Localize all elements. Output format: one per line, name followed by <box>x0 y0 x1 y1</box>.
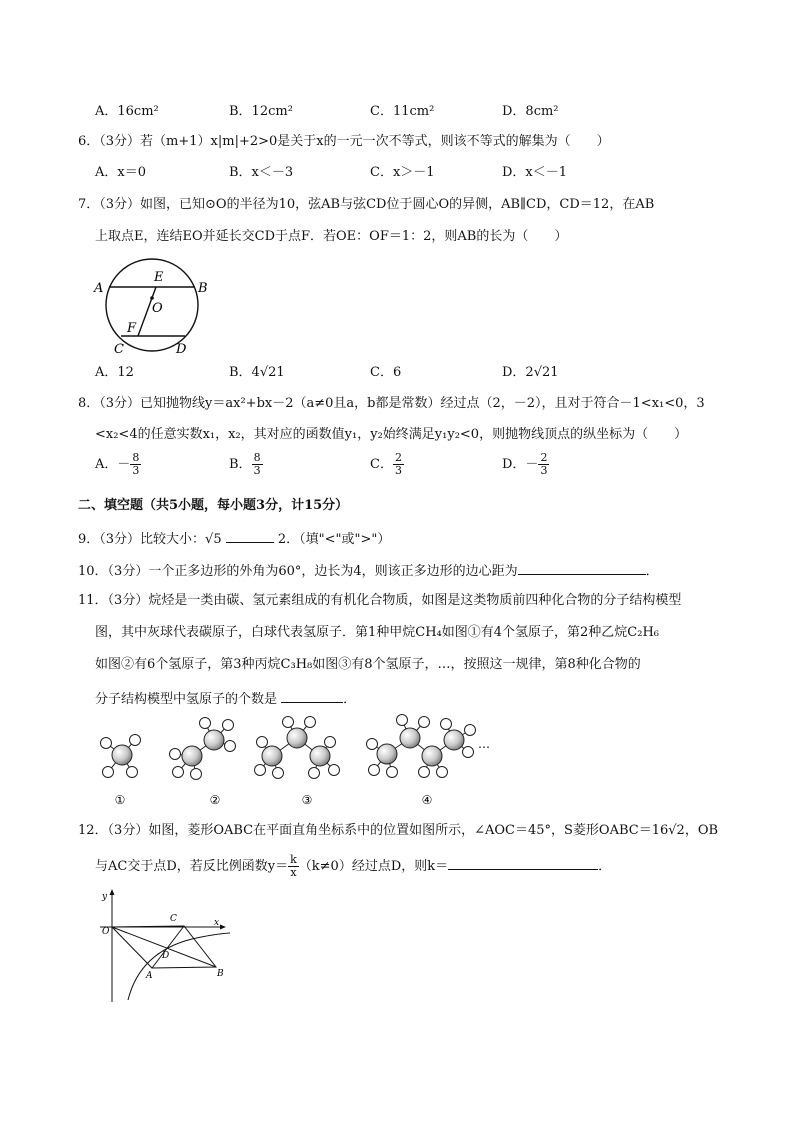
q6-option-b: B．x＜－3 <box>229 165 294 180</box>
q11-ellipsis: … <box>478 737 490 751</box>
q12-label-d: D <box>162 951 170 961</box>
q5-option-b: B．12cm² <box>229 104 293 119</box>
q10-answer-blank[interactable] <box>518 560 646 575</box>
q8-line-2: <x₂<4的任意实数x₁，x₂，其对应的函数值y₁，y₂始终满足y₁y₂<0，则抛物线顶点的纵坐标为（ ） <box>95 427 688 442</box>
q12-axis-x-label: x <box>214 918 220 928</box>
q11-line-3: 如图②有6个氢原子，第3种丙烷C₃H₈如图③有8个氢原子，…，按照这一规律，第8种化合物的 <box>95 657 641 672</box>
q6-option-a: A．x＝0 <box>95 165 146 180</box>
q7-option-a: A．12 <box>95 365 134 380</box>
q7-line-1: 7．（3分）如图，已知⊙O的半径为10，弦AB与弦CD位于圆心O的异侧，AB∥CD，CD＝12，在AB <box>78 197 655 212</box>
q11-answer-blank[interactable] <box>281 688 343 703</box>
molecule-3 <box>255 717 340 779</box>
q8-option-c: C． $\frac{2}{3}$ <box>370 451 402 477</box>
q11-line-4: 分子结构模型中氢原子的个数是 ． <box>95 688 356 709</box>
q7-label-a: A <box>94 281 104 296</box>
q12-label-a: A <box>146 971 153 981</box>
q11-caption-2: ② <box>209 793 221 807</box>
q12-line-2: 与AC交于点D，若反比例函数y＝ $\frac{k}{x}$ （k≠0）经过点D，则k＝ ． <box>95 853 612 879</box>
q6-option-c: C．x＞－1 <box>370 165 435 180</box>
q9-stem: 9．（3分）比较大小：√5 2．（填"<"或">"） <box>78 528 390 549</box>
q7-option-d: D．2√21 <box>502 365 559 380</box>
q5-option-c: C．11cm² <box>370 104 435 119</box>
q11-caption-4: ④ <box>421 793 433 807</box>
q12-label-c: C <box>170 914 177 924</box>
q11-caption-1: ① <box>114 793 126 807</box>
q8-option-d: D．－ $\frac{2}{3}$ <box>502 451 548 477</box>
q12-rhombus-figure <box>96 886 246 1006</box>
q11-caption-3: ③ <box>301 793 313 807</box>
q12-label-o: O <box>102 927 110 937</box>
q7-label-e: E <box>154 270 164 285</box>
q7-label-b: B <box>198 281 208 296</box>
q7-circle-figure <box>88 258 218 358</box>
q11-line-1: 11．（3分）烷烃是一类由碳、氢元素组成的有机化合物质，如图是这类物质前四种化合物的分子结构模型 <box>78 593 682 608</box>
q12-line-1: 12．（3分）如图，菱形OABC在平面直角坐标系中的位置如图所示，∠AOC＝45°，S菱形OABC＝16√2，OB <box>78 823 719 838</box>
q12-label-b: B <box>217 969 224 979</box>
q12-axis-y-label: y <box>102 892 108 902</box>
q7-label-o: O <box>152 301 163 316</box>
q8-option-a: A．－ $\frac{8}{3}$ <box>95 451 140 477</box>
q7-option-c: C．6 <box>370 365 402 380</box>
q5-option-d: D．8cm² <box>502 104 559 119</box>
q11-molecule-figure <box>92 710 492 810</box>
q5-option-a: A．16cm² <box>95 104 159 119</box>
q12-answer-blank[interactable] <box>448 855 598 870</box>
q7-label-d: D <box>176 342 187 357</box>
q6-option-d: D．x＜－1 <box>502 165 568 180</box>
molecule-1 <box>101 735 141 778</box>
q6-stem: 6．（3分）若（m+1）x|m|+2>0是关于x的一元一次不等式，则该不等式的解集为（ ） <box>78 134 610 149</box>
q7-label-c: C <box>114 342 124 357</box>
molecule-4 <box>367 715 476 778</box>
q7-line-2: 上取点E，连结EO并延长交CD于点F．若OE：OF＝1：2，则AB的长为（ ） <box>95 229 568 244</box>
molecule-2 <box>170 718 236 780</box>
q8-option-b: B． $\frac{8}{3}$ <box>229 451 261 477</box>
q9-answer-blank[interactable] <box>226 528 274 543</box>
q8-line-1: 8．（3分）已知抛物线y＝ax²+bx－2（a≠0且a，b都是常数）经过点（2，－2），且对于符合－1<x₁<0，3 <box>78 396 705 411</box>
q11-line-2: 图，其中灰球代表碳原子，白球代表氢原子．第1种甲烷CH₄如图①有4个氢原子，第2种乙烷C₂H₆ <box>95 625 660 640</box>
section-2-heading: 二、填空题（共5小题，每小题3分，计15分） <box>78 498 349 513</box>
q7-label-f: F <box>127 321 137 336</box>
q7-option-b: B．4√21 <box>229 365 285 380</box>
q10-stem: 10．（3分）一个正多边形的外角为60°，边长为4，则该正多边形的边心距为 ． <box>78 560 659 581</box>
